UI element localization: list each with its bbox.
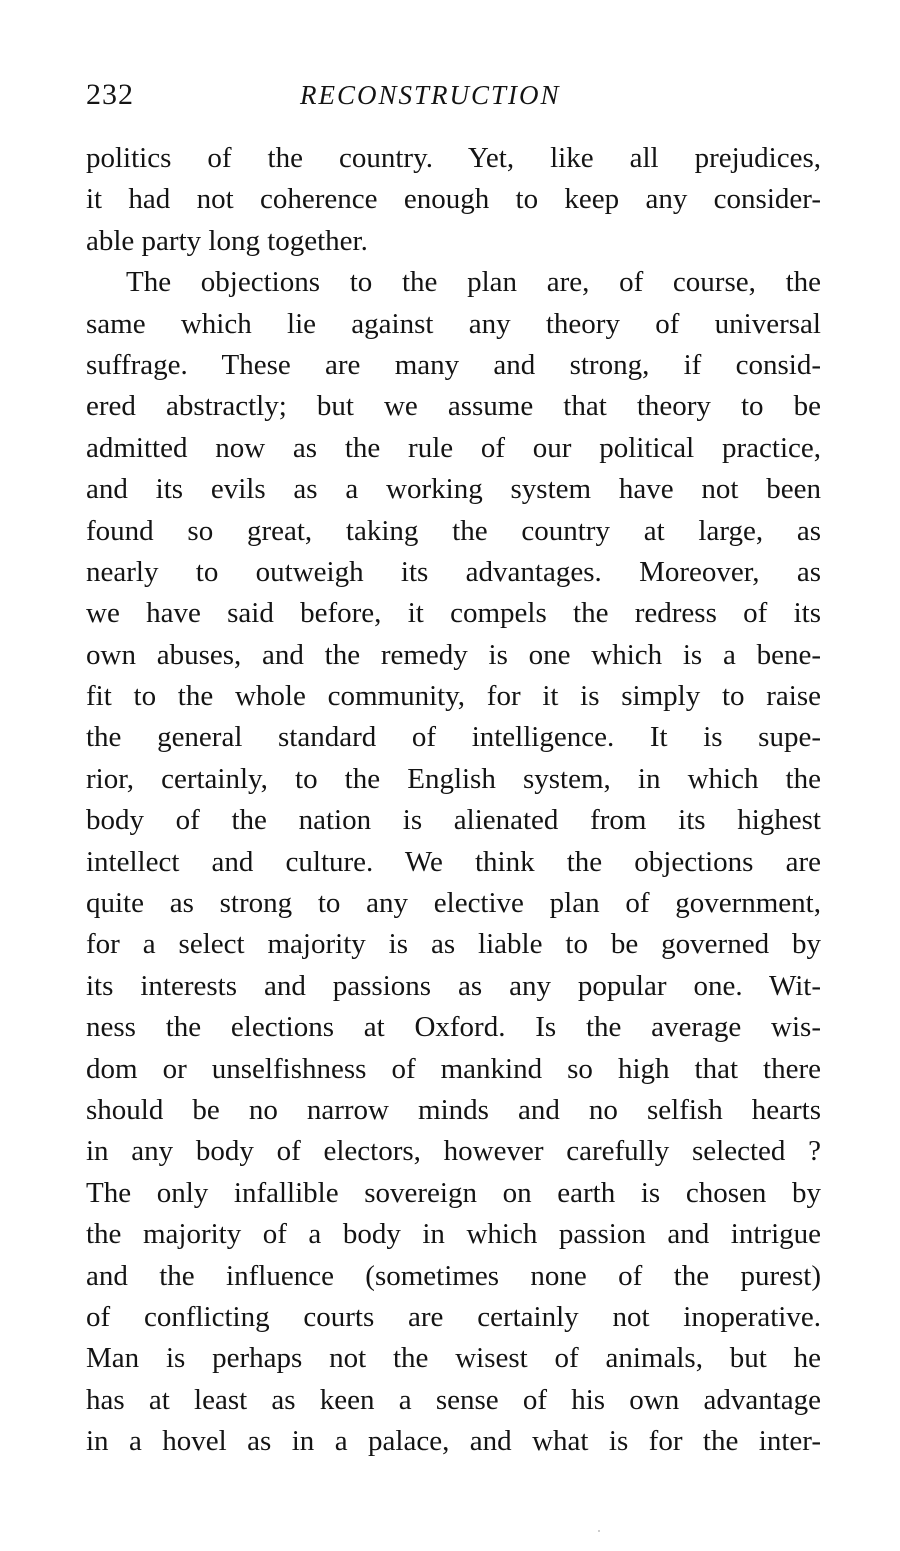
page-number: 232 <box>86 78 134 111</box>
text-line: in any body of electors, however carefully selected ? <box>86 1135 821 1168</box>
text-line: suffrage. These are many and strong, if consid- <box>86 348 821 381</box>
text-line: the general standard of intelligence. It is supe- <box>86 721 821 754</box>
text-line: same which lie against any theory of universal <box>86 307 821 340</box>
text-line: ness the elections at Oxford. Is the average wis- <box>86 1011 821 1044</box>
text-line: fit to the whole community, for it is simply to raise <box>86 680 821 713</box>
text-line: should be no narrow minds and no selfish hearts <box>86 1093 821 1126</box>
running-head <box>86 72 821 118</box>
text-line: ered abstractly; but we assume that theory to be <box>86 390 821 423</box>
text-line: nearly to outweigh its advantages. Moreover, as <box>86 555 821 588</box>
text-line: in a hovel as in a palace, and what is for the inter- <box>86 1425 821 1458</box>
text-line: Man is perhaps not the wisest of animals, but he <box>86 1342 821 1375</box>
text-line: dom or unselfishness of mankind so high that there <box>86 1052 821 1085</box>
text-line: rior, certainly, to the English system, in which the <box>86 762 821 795</box>
text-line: own abuses, and the remedy is one which is a bene- <box>86 638 821 671</box>
text-line: has at least as keen a sense of his own advantage <box>86 1383 821 1416</box>
text-line: and its evils as a working system have not been <box>86 473 821 506</box>
text-line: the majority of a body in which passion and intrigue <box>86 1218 821 1251</box>
paper-speck <box>598 1530 600 1532</box>
text-line: admitted now as the rule of our political practice, <box>86 431 821 464</box>
text-line: for a select majority is as liable to be governed by <box>86 928 821 961</box>
text-line: The only infallible sovereign on earth is chosen by <box>86 1176 821 1209</box>
text-line: and the influence (sometimes none of the purest) <box>86 1259 821 1292</box>
text-line: of conflicting courts are certainly not inoperative. <box>86 1300 821 1333</box>
text-line: it had not coherence enough to keep any consider- <box>86 183 821 216</box>
paragraph-first-line: The objections to the plan are, of course, the <box>126 266 821 299</box>
body-text <box>86 138 821 1463</box>
text-line: quite as strong to any elective plan of government, <box>86 887 821 920</box>
text-line: found so great, taking the country at large, as <box>86 514 821 547</box>
text-line: intellect and culture. We think the objections are <box>86 845 821 878</box>
text-line: body of the nation is alienated from its highest <box>86 804 821 837</box>
text-line: its interests and passions as any popular one. Wit- <box>86 969 821 1002</box>
text-line: able party long together. <box>86 224 368 257</box>
running-title: RECONSTRUCTION <box>300 80 561 110</box>
text-line: politics of the country. Yet, like all prejudices, <box>86 142 821 174</box>
text-line: we have said before, it compels the redress of its <box>86 597 821 630</box>
